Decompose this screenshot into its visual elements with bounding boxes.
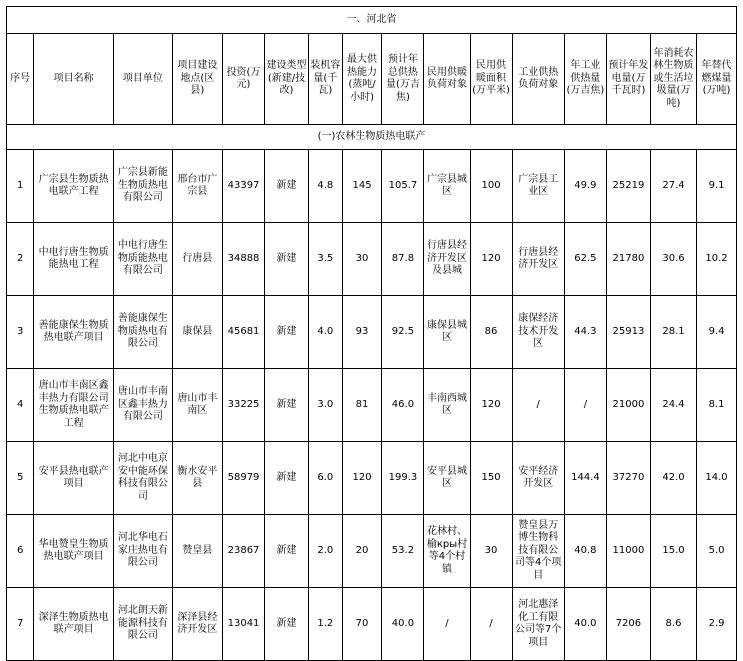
cell-civil-area: / [470,588,512,661]
cell-capacity: 4.0 [309,296,343,369]
cell-no: 3 [7,296,34,369]
cell-biomass: 27.4 [650,150,696,223]
cell-capacity: 6.0 [309,442,343,515]
cell-industrial-object: 广宗县工业区 [512,150,564,223]
cell-industrial-heat: 44.3 [564,296,606,369]
cell-annual-heat: 92.5 [382,296,424,369]
biomass-chp-project-table [6,6,737,661]
cell-industrial-object: 行唐县经济开发区 [512,223,564,296]
cell-power-gen: 25913 [606,296,650,369]
cell-max-heat: 81 [342,369,382,442]
col-header-biomass: 年消耗农林生物质或生活垃圾量(万吨) [650,34,696,125]
cell-biomass: 15.0 [650,515,696,588]
cell-project-unit: 河北中电京安中能环保科技有限公司 [113,442,172,515]
col-header-no: 序号 [7,34,34,125]
cell-location: 行唐县 [172,223,222,296]
cell-biomass: 28.1 [650,296,696,369]
cell-civil-object: 安平县城区 [424,442,470,515]
cell-capacity: 4.8 [309,150,343,223]
cell-biomass: 30.6 [650,223,696,296]
col-header-civil-area: 民用供暖面积(万平米) [470,34,512,125]
cell-coal-replace: 10.2 [697,223,737,296]
cell-civil-object: 行唐县经济开发区及县城 [424,223,470,296]
col-header-project-name: 项目名称 [34,34,114,125]
cell-investment: 43397 [223,150,265,223]
cell-no: 6 [7,515,34,588]
cell-location: 衡水安平县 [172,442,222,515]
cell-industrial-object: / [512,369,564,442]
cell-civil-area: 120 [470,369,512,442]
cell-civil-object: 丰南西城区 [424,369,470,442]
col-header-capacity: 装机容量(千瓦) [309,34,343,125]
col-header-civil-object: 民用供暖负荷对象 [424,34,470,125]
cell-location: 邢台市广宗县 [172,150,222,223]
cell-coal-replace: 2.9 [697,588,737,661]
col-header-coal-replace: 年替代燃煤量(万吨) [697,34,737,125]
cell-location: 唐山市丰南区 [172,369,222,442]
cell-power-gen: 21780 [606,223,650,296]
cell-max-heat: 70 [342,588,382,661]
cell-project-unit: 广宗县新能生物质热电有限公司 [113,150,172,223]
cell-project-unit: 唐山市丰南区鑫丰热力有限公司 [113,369,172,442]
table-row [7,515,737,588]
cell-investment: 45681 [223,296,265,369]
table-row [7,588,737,661]
cell-capacity: 3.0 [309,369,343,442]
table-row [7,150,737,223]
cell-project-name: 中电行唐生物质能热电工程 [34,223,114,296]
cell-coal-replace: 14.0 [697,442,737,515]
cell-project-unit: 河北华电石家庄热电有限公司 [113,515,172,588]
province-heading: 一、河北省 [7,7,737,34]
cell-civil-object: 花林村、榆кры村等4个村镇 [424,515,470,588]
col-header-location: 项目建设地点(区县) [172,34,222,125]
cell-max-heat: 145 [342,150,382,223]
cell-project-name: 善能康保生物质热电联产项目 [34,296,114,369]
cell-no: 5 [7,442,34,515]
cell-location: 康保县 [172,296,222,369]
cell-build-type: 新建 [265,296,309,369]
cell-civil-area: 100 [470,150,512,223]
cell-no: 1 [7,150,34,223]
col-header-project-unit: 项目单位 [113,34,172,125]
col-header-max-heat: 最大供热能力(蒸吨/小时) [342,34,382,125]
section-heading: (一)农林生物质热电联产 [7,125,737,150]
cell-annual-heat: 199.3 [382,442,424,515]
cell-investment: 34888 [223,223,265,296]
cell-coal-replace: 5.0 [697,515,737,588]
cell-civil-object: / [424,588,470,661]
table-row [7,296,737,369]
cell-industrial-heat: 40.0 [564,588,606,661]
col-header-build-type: 建设类型(新建/技改) [265,34,309,125]
cell-capacity: 1.2 [309,588,343,661]
cell-biomass: 42.0 [650,442,696,515]
cell-annual-heat: 87.8 [382,223,424,296]
col-header-investment: 投资(万元) [223,34,265,125]
cell-coal-replace: 9.1 [697,150,737,223]
cell-annual-heat: 40.0 [382,588,424,661]
cell-build-type: 新建 [265,442,309,515]
section-heading-row [7,125,737,150]
cell-no: 4 [7,369,34,442]
cell-project-name: 广宗县生物质热电联产工程 [34,150,114,223]
cell-location: 深泽县经济开发区 [172,588,222,661]
cell-build-type: 新建 [265,150,309,223]
cell-project-unit: 善能康保生物质热电有限公司 [113,296,172,369]
cell-no: 7 [7,588,34,661]
cell-annual-heat: 105.7 [382,150,424,223]
cell-civil-area: 120 [470,223,512,296]
cell-industrial-object: 河北惠泽化工有限公司等7个项目 [512,588,564,661]
cell-project-name: 安平县热电联产项目 [34,442,114,515]
cell-max-heat: 120 [342,442,382,515]
cell-industrial-heat: 49.9 [564,150,606,223]
table-row [7,369,737,442]
province-heading-row [7,7,737,34]
cell-investment: 58979 [223,442,265,515]
cell-capacity: 3.5 [309,223,343,296]
cell-max-heat: 93 [342,296,382,369]
cell-max-heat: 20 [342,515,382,588]
cell-power-gen: 11000 [606,515,650,588]
cell-power-gen: 21000 [606,369,650,442]
cell-project-unit: 中电行唐生物质能热电有限公司 [113,223,172,296]
cell-project-name: 唐山市丰南区鑫丰热力有限公司生物质热电联产工程 [34,369,114,442]
cell-project-name: 华电赞皇生物质热电联产项目 [34,515,114,588]
cell-project-unit: 河北朗天新能源科技有限公司 [113,588,172,661]
cell-annual-heat: 46.0 [382,369,424,442]
cell-project-name: 深泽生物质热电联产项目 [34,588,114,661]
col-header-annual-heat: 预计年总供热量(万吉焦) [382,34,424,125]
cell-civil-area: 86 [470,296,512,369]
col-header-industrial-object: 工业供热负荷对象 [512,34,564,125]
cell-coal-replace: 9.4 [697,296,737,369]
cell-build-type: 新建 [265,223,309,296]
cell-power-gen: 37270 [606,442,650,515]
cell-industrial-object: 赞皇县万博生物科技有限公司等4个项目 [512,515,564,588]
cell-civil-area: 30 [470,515,512,588]
cell-power-gen: 25219 [606,150,650,223]
cell-annual-heat: 53.2 [382,515,424,588]
cell-industrial-heat: 62.5 [564,223,606,296]
col-header-industrial-heat: 年工业供热量(万吉焦) [564,34,606,125]
cell-civil-area: 150 [470,442,512,515]
col-header-power-gen: 预计年发电量(万千瓦时) [606,34,650,125]
cell-industrial-heat: 144.4 [564,442,606,515]
table-header-row [7,34,737,125]
cell-civil-object: 康保县城区 [424,296,470,369]
cell-investment: 23867 [223,515,265,588]
cell-capacity: 2.0 [309,515,343,588]
cell-build-type: 新建 [265,515,309,588]
cell-build-type: 新建 [265,369,309,442]
cell-industrial-object: 安平经济开发区 [512,442,564,515]
table-row [7,442,737,515]
cell-no: 2 [7,223,34,296]
cell-investment: 33225 [223,369,265,442]
cell-investment: 13041 [223,588,265,661]
cell-location: 赞皇县 [172,515,222,588]
cell-industrial-heat: / [564,369,606,442]
table-row [7,223,737,296]
cell-power-gen: 7206 [606,588,650,661]
cell-coal-replace: 8.1 [697,369,737,442]
cell-biomass: 24.4 [650,369,696,442]
cell-industrial-heat: 40.8 [564,515,606,588]
cell-industrial-object: 康保经济技术开发区 [512,296,564,369]
cell-max-heat: 30 [342,223,382,296]
cell-civil-object: 广宗县城区 [424,150,470,223]
cell-build-type: 新建 [265,588,309,661]
cell-biomass: 8.6 [650,588,696,661]
